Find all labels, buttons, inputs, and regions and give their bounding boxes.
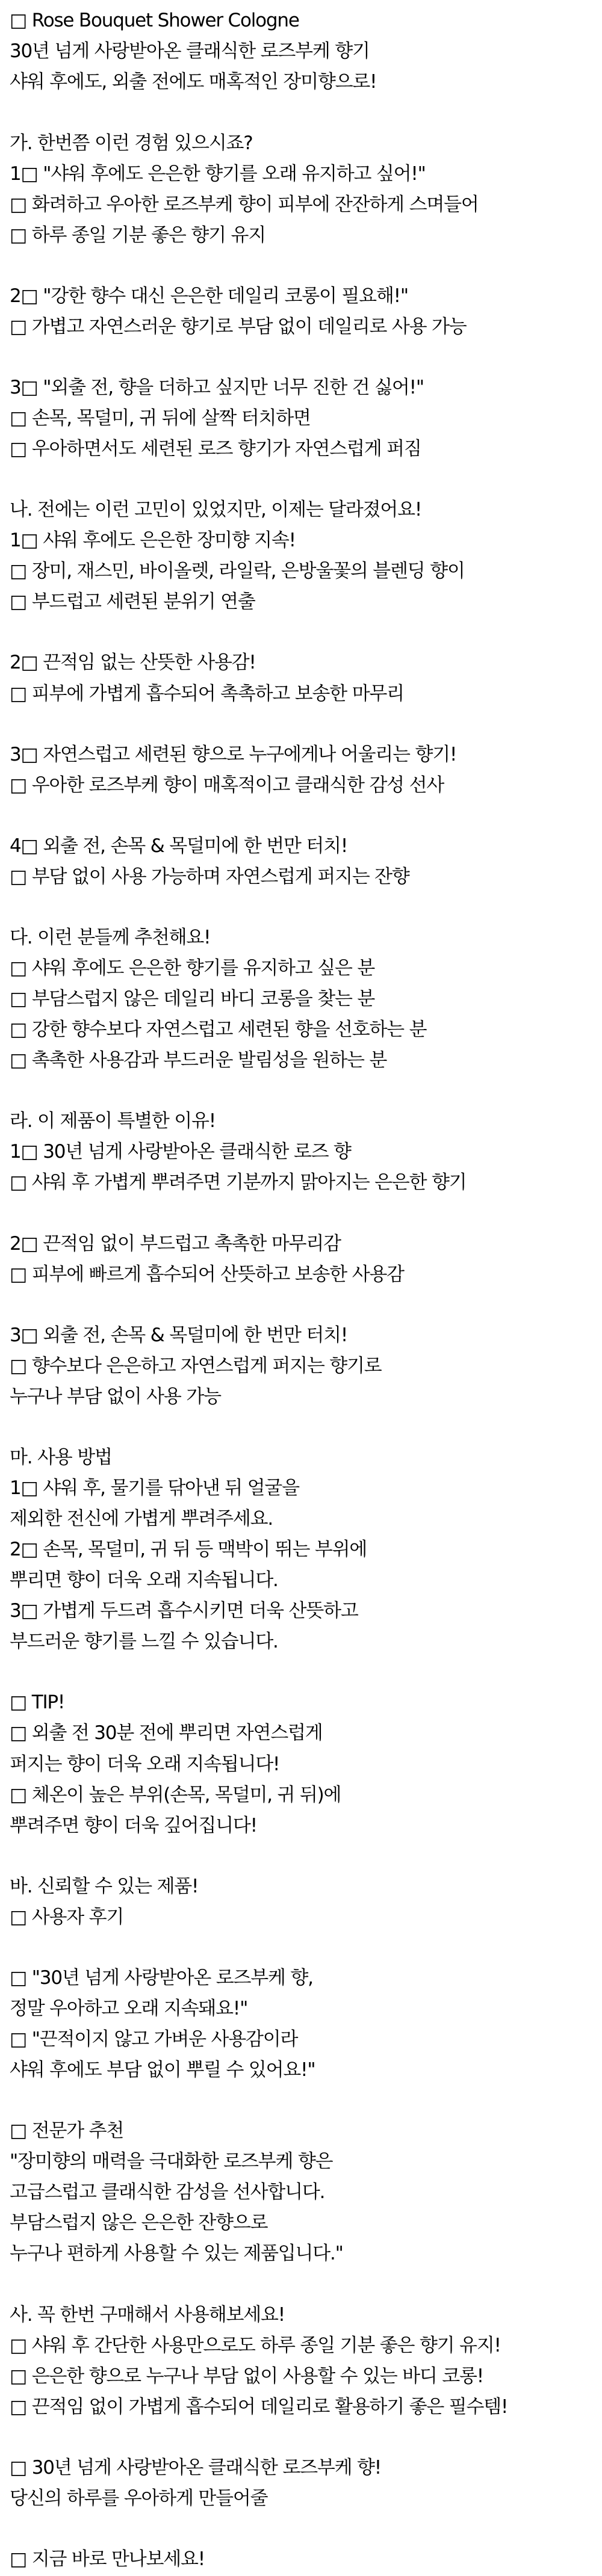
section-heading-na: 나. 전에는 이런 고민이 있었지만, 이제는 달라졌어요! <box>10 499 422 521</box>
body-line: 3□ 외출 전, 손목 & 목덜미에 한 번만 터치! <box>10 1324 348 1346</box>
tip-heading: □ TIP! <box>10 1691 65 1714</box>
body-line: 퍼지는 향이 더욱 오래 지속됩니다! <box>10 1753 280 1775</box>
body-line: □ 부담 없이 사용 가능하며 자연스럽게 퍼지는 잔향 <box>10 865 409 888</box>
body-line: 2□ 끈적임 없이 부드럽고 촉촉한 마무리감 <box>10 1232 341 1255</box>
body-line: 1□ "샤워 후에도 은은한 향기를 오래 유지하고 싶어!" <box>10 162 426 185</box>
body-line: □ 체온이 높은 부위(손목, 목덜미, 귀 뒤)에 <box>10 1784 341 1806</box>
product-name: □ Rose Bouquet Shower Cologne <box>10 10 299 32</box>
body-line: □ 피부에 가볍게 흡수되어 촉촉하고 보송한 마무리 <box>10 682 404 705</box>
closing-cta: □ 지금 바로 만나보세요! <box>10 2548 205 2570</box>
closing-line: 당신의 하루를 우아하게 만들어줄 <box>10 2487 268 2509</box>
expert-quote: "장미향의 매력을 극대화한 로즈부케 향은 <box>10 2151 333 2173</box>
body-line: □ 우아한 로즈부케 향이 매혹적이고 클래식한 감성 선사 <box>10 774 444 796</box>
expert-quote: 고급스럽고 클래식한 감성을 선사합니다. <box>10 2181 325 2204</box>
body-line: □ 은은한 향으로 누구나 부담 없이 사용할 수 있는 바디 코롱! <box>10 2365 484 2387</box>
body-line: 누구나 부담 없이 사용 가능 <box>10 1385 221 1407</box>
body-line: □ 샤워 후에도 은은한 향기를 유지하고 싶은 분 <box>10 957 375 980</box>
body-line: □ 샤워 후 간단한 사용만으로도 하루 종일 기분 좋은 향기 유지! <box>10 2334 501 2356</box>
body-line: 2□ 손목, 목덜미, 귀 뒤 등 맥박이 뛰는 부위에 <box>10 1539 367 1561</box>
body-line: □ 샤워 후 가볍게 뿌려주면 기분까지 맑아지는 은은한 향기 <box>10 1172 467 1194</box>
section-heading-da: 다. 이런 분들께 추천해요! <box>10 927 211 949</box>
body-line: 뿌리면 향이 더욱 오래 지속됩니다. <box>10 1569 278 1592</box>
body-line: □ 촉촉한 사용감과 부드러운 발림성을 원하는 분 <box>10 1049 387 1072</box>
body-line: □ 손목, 목덜미, 귀 뒤에 살짝 터치하면 <box>10 407 311 430</box>
body-line: 2□ "강한 향수 대신 은은한 데일리 코롱이 필요해!" <box>10 285 408 307</box>
tagline-line-1: 30년 넘게 사랑받아온 클래식한 로즈부케 향기 <box>10 40 370 63</box>
review-quote: □ "끈적이지 않고 가벼운 사용감이라 <box>10 2028 298 2051</box>
body-line: 제외한 전신에 가볍게 뿌려주세요. <box>10 1508 273 1530</box>
body-line: 부드러운 향기를 느낄 수 있습니다. <box>10 1631 278 1653</box>
body-line: 2□ 끈적임 없는 산뜻한 사용감! <box>10 652 256 674</box>
body-line: 1□ 30년 넘게 사랑받아온 클래식한 로즈 향 <box>10 1141 351 1163</box>
body-line: 3□ 자연스럽고 세련된 향으로 누구에게나 어울리는 향기! <box>10 743 457 765</box>
body-line: □ 사용자 후기 <box>10 1906 124 1928</box>
body-line: □ 끈적임 없이 가볍게 흡수되어 데일리로 활용하기 좋은 필수템! <box>10 2395 508 2418</box>
body-line: 3□ "외출 전, 향을 더하고 싶지만 너무 진한 건 싫어!" <box>10 376 424 398</box>
body-line: 1□ 샤워 후, 물기를 닦아낸 뒤 얼굴을 <box>10 1477 299 1500</box>
body-line: □ 향수보다 은은하고 자연스럽게 퍼지는 향기로 <box>10 1354 382 1377</box>
section-heading-ga: 가. 한번쯤 이런 경험 있으시죠? <box>10 132 253 154</box>
review-quote: □ "30년 넘게 사랑받아온 로즈부케 향, <box>10 1966 313 1989</box>
expert-quote: 누구나 편하게 사용할 수 있는 제품입니다." <box>10 2243 343 2265</box>
body-line: □ 하루 종일 기분 좋은 향기 유지 <box>10 224 265 246</box>
review-quote: 샤워 후에도 부담 없이 뿌릴 수 있어요!" <box>10 2059 315 2081</box>
body-line: 4□ 외출 전, 손목 & 목덜미에 한 번만 터치! <box>10 835 348 857</box>
body-line: 1□ 샤워 후에도 은은한 장미향 지속! <box>10 530 296 552</box>
closing-line: □ 30년 넘게 사랑받아온 클래식한 로즈부케 향! <box>10 2456 381 2479</box>
body-line: □ 가볍고 자연스러운 향기로 부담 없이 데일리로 사용 가능 <box>10 315 467 338</box>
section-heading-ba: 바. 신뢰할 수 있는 제품! <box>10 1875 199 1897</box>
body-line: □ 부담스럽지 않은 데일리 바디 코롱을 찾는 분 <box>10 988 375 1010</box>
tagline-line-2: 샤워 후에도, 외출 전에도 매혹적인 장미향으로! <box>10 71 377 93</box>
review-quote: 정말 우아하고 오래 지속돼요!" <box>10 1997 248 2019</box>
body-line: □ 부드럽고 세련된 분위기 연출 <box>10 591 255 613</box>
body-line: 3□ 가볍게 두드려 흡수시키면 더욱 산뜻하고 <box>10 1600 358 1622</box>
section-heading-ra: 라. 이 제품이 특별한 이유! <box>10 1110 216 1132</box>
body-line: 뿌려주면 향이 더욱 깊어집니다! <box>10 1814 257 1836</box>
body-line: □ 강한 향수보다 자연스럽고 세련된 향을 선호하는 분 <box>10 1019 427 1041</box>
section-heading-ma: 마. 사용 방법 <box>10 1447 112 1469</box>
body-line: □ 우아하면서도 세련된 로즈 향기가 자연스럽게 퍼짐 <box>10 438 421 460</box>
body-line: □ 화려하고 우아한 로즈부케 향이 피부에 잔잔하게 스며들어 <box>10 193 479 215</box>
expert-heading: □ 전문가 추천 <box>10 2120 124 2142</box>
section-heading-sa: 사. 꼭 한번 구매해서 사용해보세요! <box>10 2303 285 2326</box>
expert-quote: 부담스럽지 않은 은은한 잔향으로 <box>10 2212 268 2234</box>
body-line: □ 외출 전 30분 전에 뿌리면 자연스럽게 <box>10 1722 323 1744</box>
body-line: □ 피부에 빠르게 흡수되어 산뜻하고 보송한 사용감 <box>10 1263 404 1285</box>
body-line: □ 장미, 재스민, 바이올렛, 라일락, 은방울꽃의 블렌딩 향이 <box>10 560 465 582</box>
